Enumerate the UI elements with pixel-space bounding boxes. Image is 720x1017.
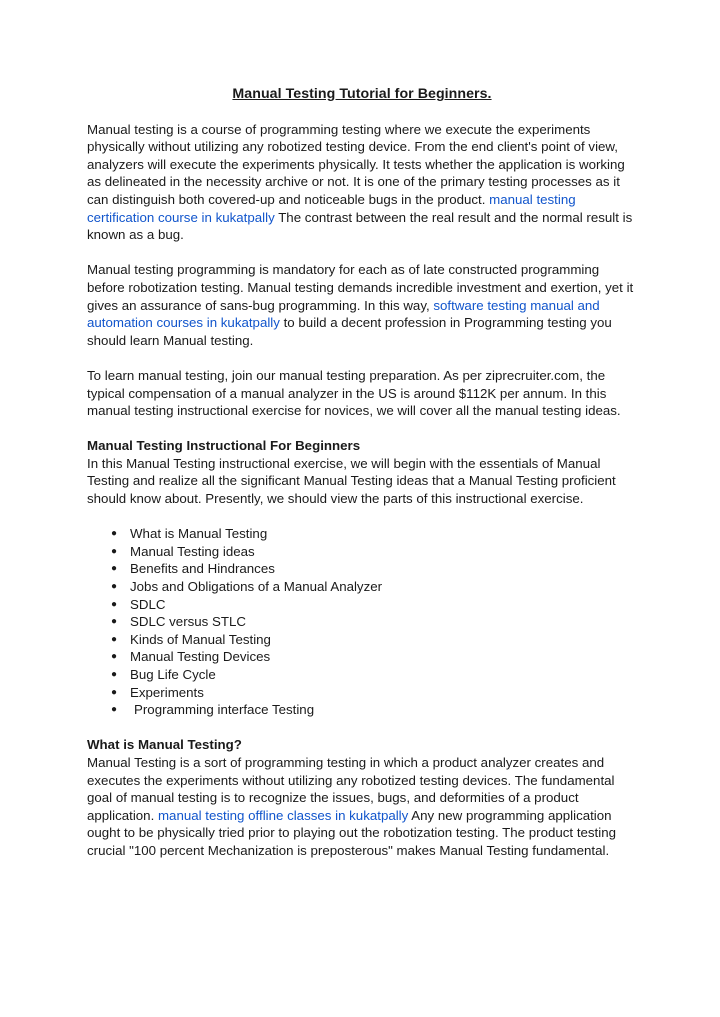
document-page bbox=[87, 86, 637, 860]
mandatory-paragraph bbox=[87, 261, 637, 349]
list-item: ● Bug Life Cycle bbox=[111, 667, 216, 682]
bullet-icon: ● bbox=[111, 651, 118, 663]
list-item: ● Programming interface Testing bbox=[111, 702, 315, 718]
learn-paragraph: To learn manual testing, join our manual testing preparation. As per ziprecruiter.com, the typical compensation of a manual analyzer in the US is around $112K per annum. In this manual testing instructional exercise for novices, we will cover all the manual testing ideas. bbox=[87, 367, 621, 419]
bullet-icon: ● bbox=[111, 704, 118, 716]
list-item: ● Experiments bbox=[111, 684, 204, 700]
what-is-heading: What is Manual Testing? bbox=[87, 737, 242, 753]
mandatory-text-end: to build a decent profession in Programming testing you should learn Manual testing. bbox=[87, 315, 612, 348]
bullet-icon: ● bbox=[111, 563, 118, 575]
bullet-icon: ● bbox=[111, 616, 118, 628]
document-title: Manual Testing Tutorial for Beginners. bbox=[232, 86, 492, 102]
intro-paragraph bbox=[87, 121, 637, 244]
instructional-paragraph: In this Manual Testing instructional exercise, we will begin with the essentials of Manual Testing and realize all the significant Manual Testing ideas that a Manual Testing proficient should know about. Presently, we should view the parts of this instructional exercise. bbox=[87, 455, 616, 507]
bullet-icon: ● bbox=[111, 528, 118, 540]
instructional-heading: Manual Testing Instructional For Beginners bbox=[87, 438, 361, 454]
list-item: ● Jobs and Obligations of a Manual Analyzer bbox=[111, 579, 383, 595]
list-item: ● Manual Testing Devices bbox=[111, 649, 271, 665]
bullet-icon: ● bbox=[111, 581, 118, 593]
what-is-text-start: Manual Testing is a sort of programming testing in which a product analyzer creates and executes the experiments without utilizing any robotized testing devices. The fundamental goal of manual testing is to recognize the issues, bugs, and deformities of a product application. bbox=[87, 754, 615, 823]
what-is-text-end: Any new programming application ought to be physically tried prior to playing out the robotization testing. The product testing crucial "100 percent Mechanization is preposterous" makes Manual Testing fundamental. bbox=[87, 807, 616, 858]
list-item: ● SDLC versus STLC bbox=[111, 614, 247, 630]
bullet-icon: ● bbox=[111, 633, 118, 645]
list-item: ● Manual Testing ideas bbox=[111, 543, 255, 559]
offline-classes-link[interactable]: manual testing offline classes in kukatpally bbox=[157, 807, 409, 823]
intro-text-end: The contrast between the real result and the normal result is known as a bug. bbox=[87, 209, 633, 243]
automation-courses-link[interactable]: software testing manual and automation courses in kukatpally bbox=[87, 297, 600, 331]
what-is-paragraph bbox=[87, 754, 637, 860]
mandatory-text-start: Manual testing programming is mandatory for each as of late constructed programming before robotization testing. Manual testing demands incredible investment and exertion, yet it gives an assurance of sans-bug programming. In this way, bbox=[87, 262, 634, 313]
bullet-icon: ● bbox=[111, 598, 118, 610]
bullet-icon: ● bbox=[111, 686, 118, 698]
list-item: ● Benefits and Hindrances bbox=[111, 561, 275, 577]
list-item: ● SDLC bbox=[111, 596, 166, 612]
list-item: ● Kinds of Manual Testing bbox=[111, 631, 271, 647]
bullet-icon: ● bbox=[111, 669, 118, 680]
bullet-icon: ● bbox=[111, 545, 118, 557]
certification-course-link[interactable]: manual testing certification course in kukatpally bbox=[87, 191, 576, 225]
list-item: ● What is Manual Testing bbox=[111, 526, 268, 542]
intro-text-start: Manual testing is a course of programming testing where we execute the experiments physically without utilizing any robotized testing device. From the end client's point of view, analyzers will execute the experiments physically. It tests whether the application is working as delineated in the necessity archive or not. It is one of the primary testing processes as it can distinguish both covered-up and noticeable bugs in the product. bbox=[87, 121, 625, 207]
topics-list bbox=[87, 525, 637, 719]
